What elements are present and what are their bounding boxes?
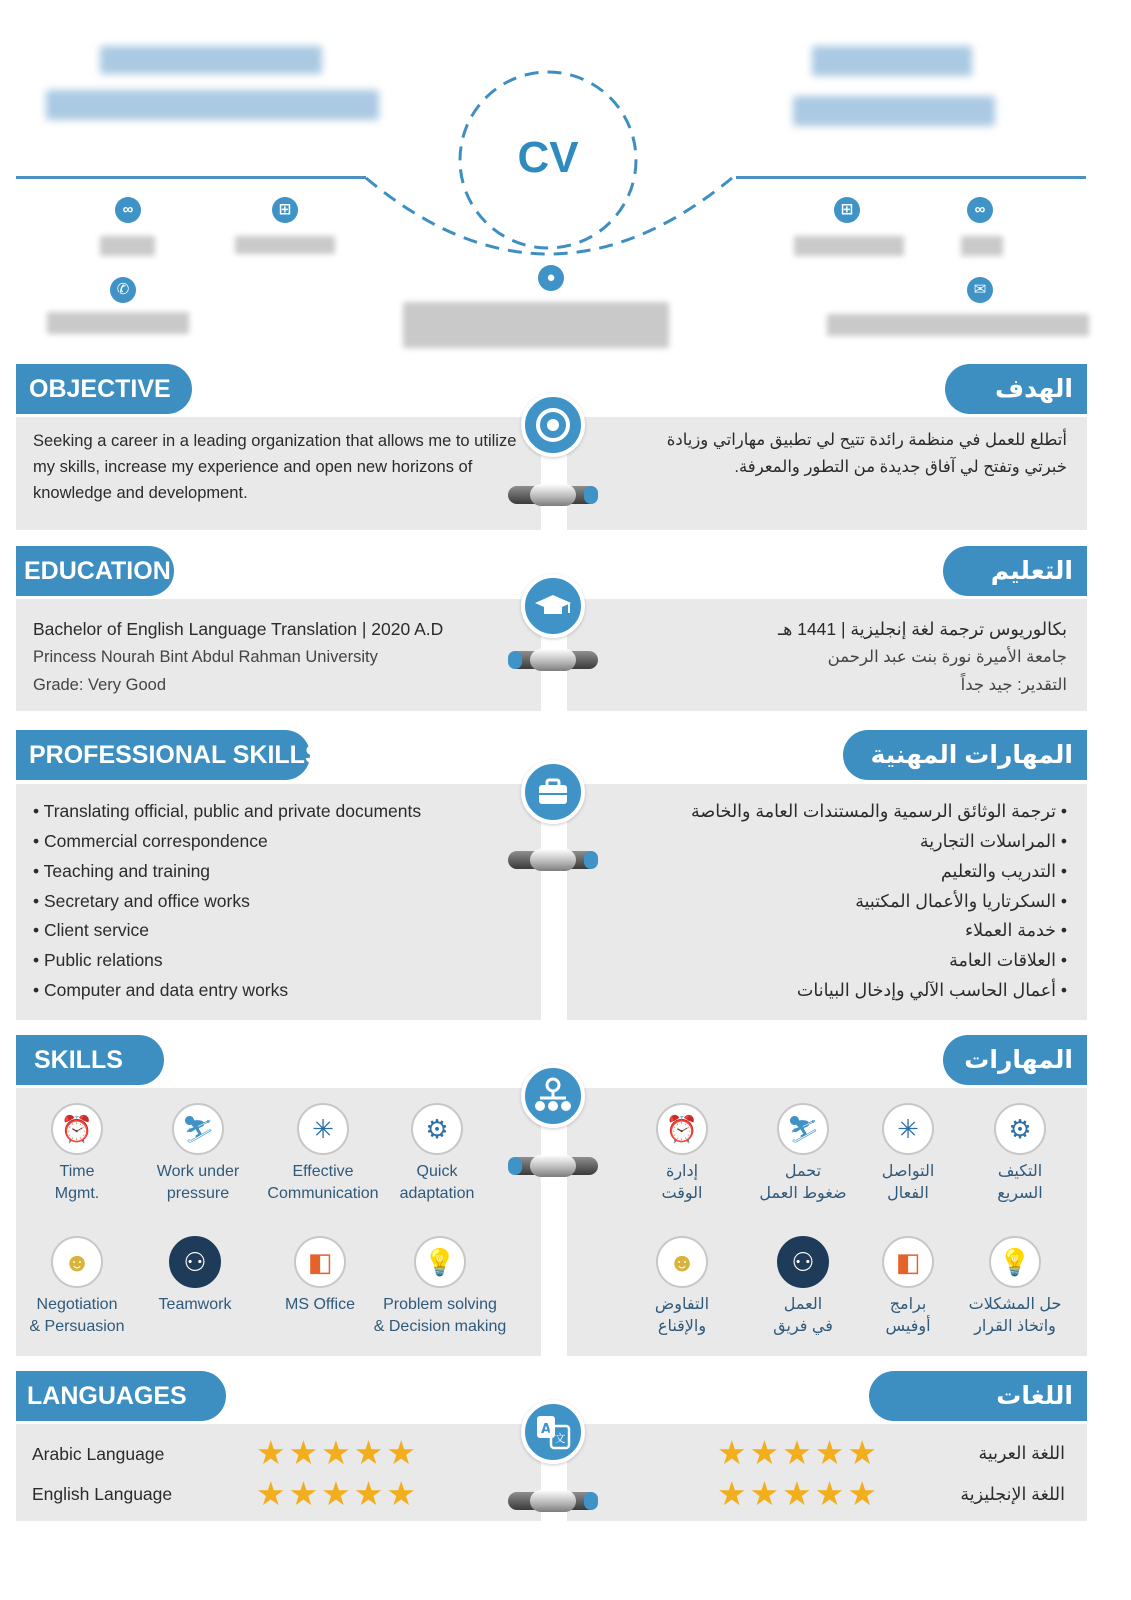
list-item: • التدريب والتعليم [940, 861, 1067, 881]
svg-text:文: 文 [554, 1432, 566, 1445]
svg-text:A: A [540, 1422, 552, 1437]
binder-ring [508, 486, 598, 504]
skill-label: والإقناع [657, 1318, 707, 1335]
skill-label: إدارة [665, 1163, 699, 1180]
ring-icon: ∞ [967, 197, 993, 223]
education-university-en: Princess Nourah Bint Abdul Rahman University [33, 648, 378, 666]
skill-label: pressure [166, 1185, 230, 1202]
objective-line-ar: خبرتي وتفتح لي آفاق جديدة من التطور والمعرفة. [734, 458, 1067, 476]
gift-icon: ⊞ [834, 197, 860, 223]
star-rating: ★★★★★ [256, 1475, 419, 1512]
binder-ring [508, 651, 598, 669]
skills-title-ar: المهارات [943, 1035, 1087, 1085]
skill-label: Work under [156, 1163, 240, 1180]
skill-label: برامج [889, 1296, 927, 1313]
location-pin-icon: ● [538, 265, 564, 291]
objective-title-ar: الهدف [945, 364, 1087, 414]
skill-effective-communication [258, 1103, 388, 1205]
education-grade-ar: التقدير: جيد جداً [960, 676, 1067, 694]
redacted-name-en [100, 46, 322, 74]
redacted-birthdate-ar [794, 236, 904, 256]
skill-label: أوفيس [885, 1318, 931, 1335]
list-item: • Commercial correspondence [33, 831, 268, 851]
skill-label: Quick [416, 1163, 458, 1180]
skill-quick-adaptation-ar [955, 1103, 1085, 1205]
list-item: • أعمال الحاسب الآلي وإدخال البيانات [796, 980, 1067, 1000]
redacted-name-ar [812, 46, 972, 76]
head-gears-icon: ☻ [51, 1236, 103, 1288]
language-name-ar: اللغة العربية [978, 1443, 1065, 1463]
org-chart-icon [521, 1064, 585, 1128]
skill-problem-solving-ar [950, 1236, 1080, 1338]
skill-teamwork [130, 1236, 260, 1316]
head-gears-icon: ☻ [656, 1236, 708, 1288]
skill-label: Negotiation [36, 1296, 118, 1313]
network-icon: ✳ [882, 1103, 934, 1155]
skill-ms-office [255, 1236, 385, 1316]
skill-label: & Decision making [373, 1318, 507, 1335]
team-icon: ⚇ [169, 1236, 221, 1288]
redacted-title-en [46, 90, 379, 120]
professional-skills-title-en: PROFESSIONAL SKILLS [16, 730, 310, 780]
gears-icon: ⚙ [994, 1103, 1046, 1155]
objective-line-ar: أتطلع للعمل في منظمة رائدة تتيح لي تطبيق مهاراتي وزيادة [666, 431, 1067, 449]
languages-title-en: LANGUAGES [16, 1371, 226, 1421]
pressure-icon: ⛷ [777, 1103, 829, 1155]
skill-time-management [12, 1103, 142, 1205]
redacted-birthdate-en [235, 236, 335, 254]
skill-quick-adaptation [372, 1103, 502, 1205]
redacted-status-en [100, 236, 155, 256]
language-name-ar: اللغة الإنجليزية [960, 1484, 1065, 1504]
education-title-en: EDUCATION [16, 546, 174, 596]
skill-label: ضغوط العمل [759, 1185, 847, 1202]
skill-label: Problem solving [383, 1296, 497, 1313]
skill-label: في فريق [773, 1318, 833, 1335]
skill-label: تحمل [784, 1163, 822, 1180]
education-university-ar: جامعة الأميرة نورة بنت عبد الرحمن [827, 648, 1067, 666]
professional-skills-title-ar: المهارات المهنية [843, 730, 1087, 780]
skill-negotiation-ar [617, 1236, 747, 1338]
skill-label: Teamwork [158, 1296, 232, 1313]
lightbulb-icon: 💡 [414, 1236, 466, 1288]
pressure-icon: ⛷ [172, 1103, 224, 1155]
clock-org-icon: ⏰ [656, 1103, 708, 1155]
skill-label: التواصل [881, 1163, 935, 1180]
skill-label: الفعال [887, 1185, 929, 1202]
language-name-en: English Language [32, 1484, 173, 1504]
skill-label: & Persuasion [29, 1318, 125, 1335]
redacted-phone [47, 312, 189, 334]
lightbulb-icon: 💡 [989, 1236, 1041, 1288]
clock-org-icon: ⏰ [51, 1103, 103, 1155]
star-rating: ★★★★★ [256, 1434, 419, 1471]
office-icon: ◧ [882, 1236, 934, 1288]
phone-icon: ✆ [110, 277, 136, 303]
list-item: • Secretary and office works [33, 891, 250, 911]
star-rating: ★★★★★ [717, 1434, 880, 1471]
skill-label: السريع [997, 1185, 1043, 1202]
list-item: • خدمة العملاء [964, 920, 1067, 940]
redacted-status-ar [961, 236, 1003, 256]
skill-problem-solving [372, 1236, 508, 1338]
gears-icon: ⚙ [411, 1103, 463, 1155]
language-name-en: Arabic Language [32, 1444, 165, 1464]
skill-label: Time [59, 1163, 95, 1180]
skills-title-en: SKILLS [16, 1035, 164, 1085]
skill-label: MS Office [285, 1296, 355, 1313]
header-line-left [16, 176, 366, 179]
objective-line-en: knowledge and development. [33, 484, 248, 502]
network-icon: ✳ [297, 1103, 349, 1155]
skill-label: التكيف [997, 1163, 1043, 1180]
skill-label: Mgmt. [54, 1185, 100, 1202]
binder-ring [508, 851, 598, 869]
target-icon [521, 393, 585, 457]
skill-label: التفاوض [654, 1296, 710, 1313]
list-item: • المراسلات التجارية [919, 831, 1067, 851]
cv-label: CV [517, 133, 579, 182]
objective-line-en: Seeking a career in a leading organization that allows me to utilize [33, 432, 517, 450]
education-degree-ar: بكالوريوس ترجمة لغة إنجليزية | 1441 هـ [778, 619, 1067, 639]
list-item: • العلاقات العامة [949, 950, 1067, 970]
list-item: • Public relations [33, 950, 163, 970]
education-grade-en: Grade: Very Good [33, 676, 166, 694]
ring-icon: ∞ [115, 197, 141, 223]
list-item: • السكرتاريا والأعمال المكتبية [855, 891, 1067, 911]
skill-label: حل المشكلات [968, 1296, 1062, 1313]
list-item: • Translating official, public and private documents [33, 801, 422, 821]
list-item: • Computer and data entry works [33, 980, 289, 1000]
list-item: • ترجمة الوثائق الرسمية والمستندات العامة والخاصة [690, 801, 1067, 821]
gift-icon: ⊞ [272, 197, 298, 223]
education-degree-en: Bachelor of English Language Translation | 2020 A.D [33, 619, 444, 639]
team-icon: ⚇ [777, 1236, 829, 1288]
briefcase-icon [521, 760, 585, 824]
graduation-cap-icon [521, 574, 585, 638]
office-icon: ◧ [294, 1236, 346, 1288]
skill-label: الوقت [661, 1185, 703, 1202]
mail-icon: ✉ [967, 277, 993, 303]
list-item: • Teaching and training [33, 861, 211, 881]
skill-label: adaptation [399, 1185, 475, 1202]
objective-line-en: my skills, increase my experience and open new horizons of [33, 458, 473, 476]
languages-title-ar: اللغات [869, 1371, 1087, 1421]
binder-ring [508, 1492, 598, 1510]
skill-time-management-ar [617, 1103, 747, 1205]
skill-label: العمل [783, 1296, 823, 1313]
skill-work-under-pressure [133, 1103, 263, 1205]
redacted-address [403, 302, 669, 348]
objective-title-en: OBJECTIVE [16, 364, 192, 414]
skill-label: Communication [267, 1185, 379, 1202]
skill-effective-communication-ar [843, 1103, 973, 1205]
education-title-ar: التعليم [943, 546, 1087, 596]
list-item: • Client service [33, 920, 150, 940]
star-rating: ★★★★★ [717, 1475, 880, 1512]
skill-label: واتخاذ القرار [974, 1318, 1056, 1335]
header-line-right [736, 176, 1086, 179]
redacted-title-ar [793, 96, 995, 126]
skill-negotiation [12, 1236, 142, 1338]
binder-ring [508, 1157, 598, 1175]
skill-label: Effective [292, 1163, 354, 1180]
redacted-email [827, 314, 1089, 336]
translate-icon [521, 1400, 585, 1464]
